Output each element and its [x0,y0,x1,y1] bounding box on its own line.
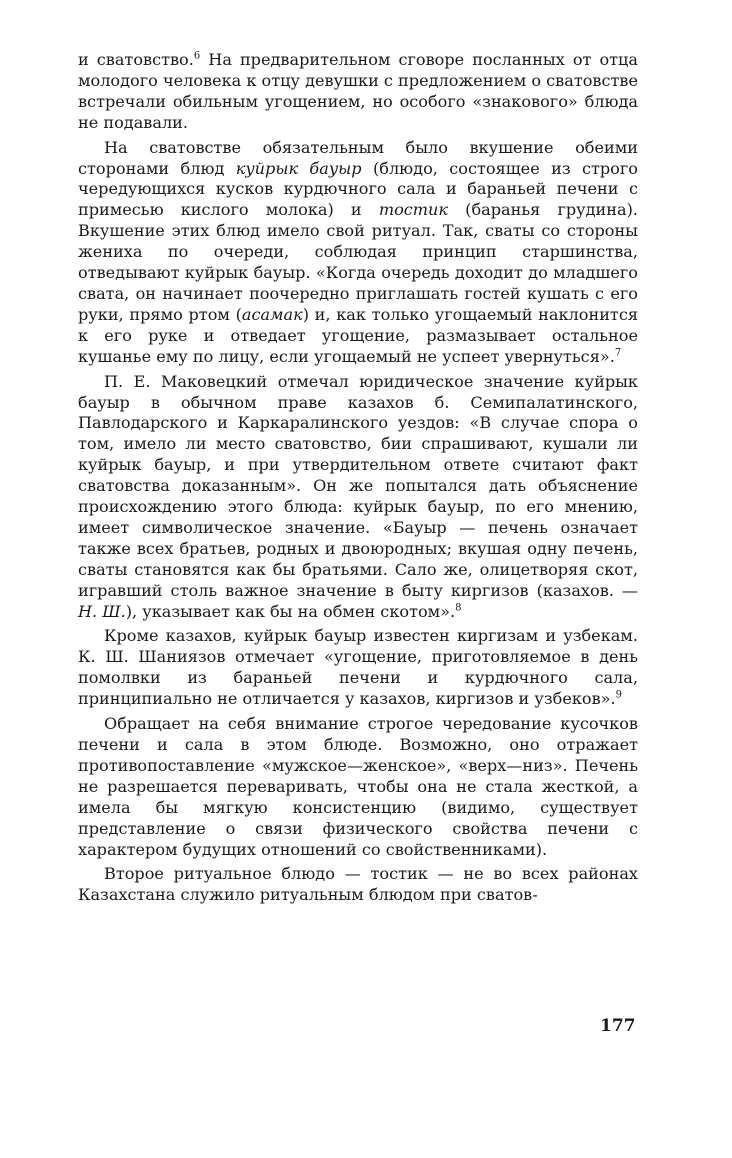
paragraph [78,138,638,368]
text-run: и сватовство. [78,50,194,69]
footnote-ref: 9 [615,689,622,701]
text-run: Кроме казахов, куйрык бауыр известен киргизам и узбекам. К. Ш. Шаниязов отмечает «угощение, приготовляемое в день помолвки из бараньей печени и курдючного сала, принципиально не отличается у казахов, киргизов и узбеков». [78,626,638,709]
paragraph [78,372,638,623]
text-run: Второе ритуальное блюдо — тостик — не во всех районах Казахстана служило ритуальным блюдом при сватов- [78,864,638,905]
italic-term: асамак [241,304,303,324]
text-run: На предварительном сговоре посланных от отца молодого человека к отцу девушки с предложением о сватовстве встречали обильным угощением, но особого «знакового» блюда не подавали. [78,50,638,132]
footnote-ref: 7 [614,347,622,359]
italic-term: куйрык бауыр [235,158,362,178]
paragraph [78,50,638,134]
text-run: ), указывает как бы на обмен скотом». [125,601,456,621]
paragraph [78,714,638,860]
paragraph [78,864,638,906]
italic-term: тостик [378,200,449,220]
text-run: П. Е. Маковецкий отмечал юридическое значение куйрык бауыр в обычном праве казахов б. Семипалатинского, Павлодарского и Каркаралинского уездов: «В случае спора о том, имело ли место сватовство, бии спрашивают, кушали ли куйрык бауыр, и при утвердительном ответе считают факт сватовства доказанным». Он же попытался дать объяснение происхождению этого блюда: куйрык бауыр, по его мнению, имеет символическое значение. «Бауыр — печень означает также всех братьев, родных и двоюродных; вкушая одну печень, сваты становятся как бы братьями. Сало же, олицетворяя скот, игравший столь важное значение в быту киргизов (казахов. — [78,371,638,600]
page-number: 177 [600,1016,636,1036]
paragraph [78,626,638,710]
footnote-ref: 6 [193,50,201,62]
text-run: (баранья грудина). Вкушение этих блюд имело свой ритуал. Так, сваты со стороны жениха по очереди, соблюдая принцип старшинства, отведывают куйрык бауыр. «Когда очередь доходит до младшего свата, он начинает поочередно приглашать гостей кушать с его руки, прямо ртом ( [78,200,638,324]
text-run: ) и, как только угощаемый наклонится к его руке и отведает угощение, размазывает остальное кушанье ему по лицу, если угощаемый не успеет увернуться». [78,304,638,366]
page-body [78,50,638,910]
italic-term: Н. Ш. [78,601,126,621]
footnote-ref: 8 [455,602,462,614]
text-run: (блюдо, состоящее из строго чередующихся кусков курдючного сала и бараньей печени с примесью кислого молока) и [78,158,638,220]
text-run: На сватовстве обязательным было вкушение обеими сторонами блюд [78,137,638,178]
text-run: Обращает на себя внимание строгое чередование кусочков печени и сала в этом блюде. Возможно, оно отражает противопоставление «мужское—женское», «верх—низ». Печень не разрешается переваривать, чтобы она не стала жесткой, а имела бы мягкую консистенцию (видимо, существует представление о связи физического свойства печени с характером будущих отношений со свойственниками). [78,714,638,859]
